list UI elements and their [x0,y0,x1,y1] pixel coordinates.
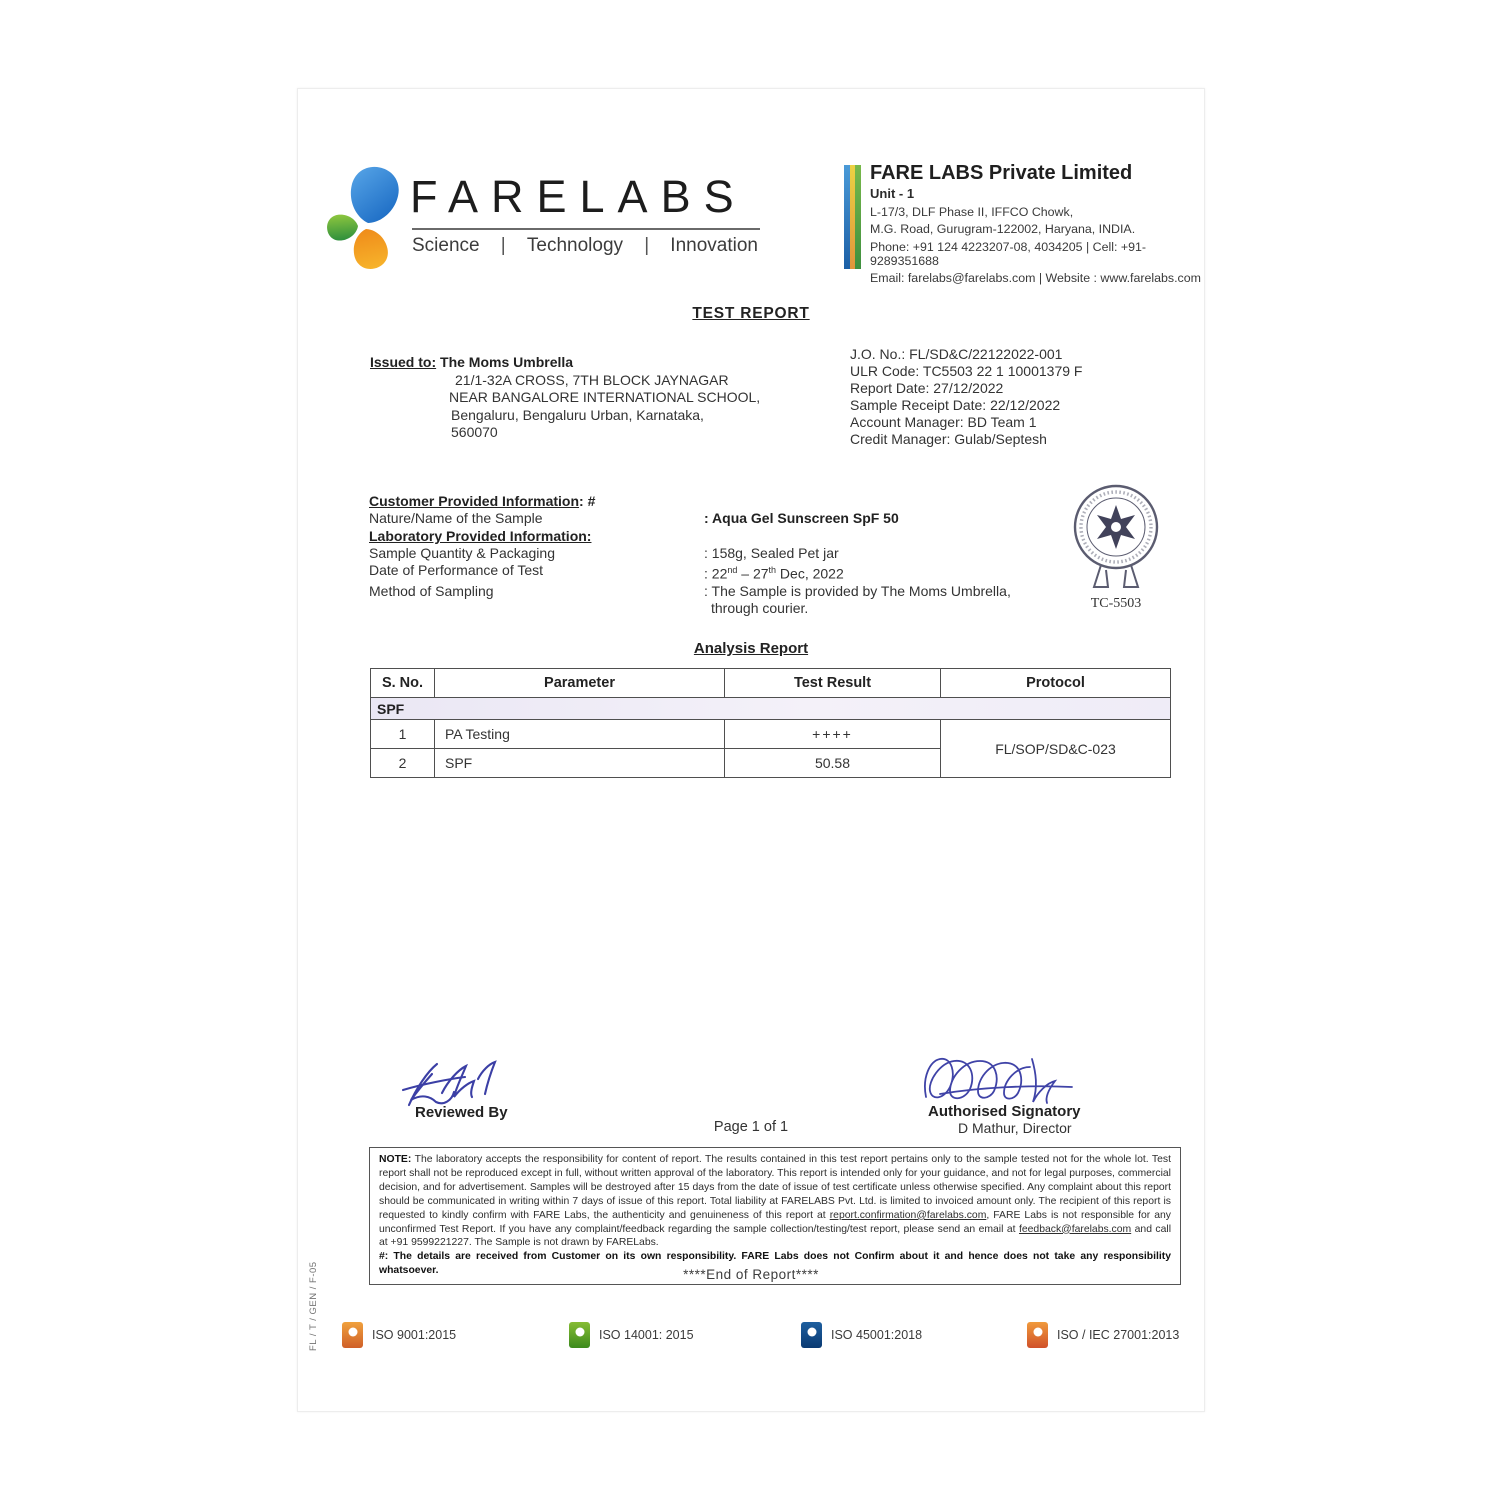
col-sno: S. No. [371,669,435,698]
performance-date-row [369,562,1089,583]
issued-to-heading [370,354,760,371]
address-line: 21/1-32A CROSS, 7TH BLOCK JAYNAGAR [455,371,729,388]
iso-45001-item [801,1322,922,1348]
seal-code: TC-5503 [1090,596,1142,611]
quantity-label: Sample Quantity & Packaging [369,544,555,561]
account-manager: Account Manager: BD Team 1 [850,414,1037,430]
row2-parameter: SPF [435,749,725,778]
tagline-technology: Technology [526,235,624,256]
row1-result: ++++ [725,720,941,749]
authorised-signature-icon [920,1053,1092,1105]
iso-9001-badge-icon [342,1322,363,1348]
color-bar-green [855,165,861,269]
form-code-vertical: FL / T / GEN / F-05 [308,1261,319,1351]
logo-green-drop [326,213,359,242]
quantity-value: : 158g, Sealed Pet jar [704,544,839,561]
sampling-method-label: Method of Sampling [369,583,494,600]
note-box [369,1147,1181,1285]
end-of-report: ****End of Report**** [683,1267,819,1282]
group-label: SPF [371,698,1171,720]
tagline-separator: | [644,235,650,256]
note-text-3: and call at +91 9599221227. The Sample is not drawn by FARELabs. [379,1223,1172,1249]
feedback-email-link: feedback@farelabs.com [1018,1223,1132,1235]
table-header-row [371,669,1171,698]
iso-14001-label: ISO 14001: 2015 [599,1328,694,1342]
address-line: 560070 [451,424,498,440]
iso-27001-label: ISO / IEC 27001:2013 [1057,1328,1180,1342]
reviewer-signature-icon [401,1059,519,1109]
issued-to-address [449,371,761,442]
address-line: Bengaluru, Bengaluru Urban, Karnataka, [451,406,704,423]
company-unit: Unit - 1 [870,186,915,201]
report-title: TEST REPORT [692,305,810,322]
note-text-2: , FARE Labs is not responsible for any unconfirmed Test Report. If you have any complaint/feedback regarding the sample collection/testing/test report, please send an email at [379,1209,1171,1235]
sample-info-block [369,493,1089,618]
brand-tagline [412,235,758,257]
report-meta-block [850,346,1082,448]
iso-27001-badge-icon [1027,1322,1048,1348]
authorised-signatory-label: Authorised Signatory [928,1103,1081,1120]
company-address-line2: M.G. Road, Gurugram-122002, Haryana, INDIA. [870,222,1136,236]
brand-wordmark: FARELABS [410,171,747,222]
report-date: Report Date: 27/12/2022 [850,380,1004,396]
brand-divider [412,228,760,230]
tagline-innovation: Innovation [670,235,758,256]
company-info [870,162,1204,285]
sampling-method-row [369,583,1089,618]
col-test-result: Test Result [725,669,941,698]
lab-info-heading: Laboratory Provided Information: [369,527,592,544]
row2-sno: 2 [371,749,435,778]
iso-9001-label: ISO 9001:2015 [372,1328,457,1342]
note-text-1: The laboratory accepts the responsibility for content of report. The results contained in this test report pertains only to the sample tested not for the whole lot. Test report shall not be reproduced except in full, without written approval of the laboratory. This report is intended only for your guidance, and not for legal purposes, commercial decision, and for advertisement. Samples will be destroyed after 15 days from the date of issue of test certificate unless otherwise specified. Any complaint about this report should be communicated in writing within 7 days of issue of this report. Total liability at FARELABS Pvt. Ltd. is limited to invoiced amount only. The recipient of this report is requested to kindly confirm with FARE Labs, the authenticity and genuineness of this report at [379,1154,1171,1221]
analysis-table [370,668,1171,778]
company-name: FARE LABS Private Limited [870,162,1133,184]
badge-dot [1033,1328,1042,1337]
analysis-report-heading: Analysis Report [693,640,809,657]
logo-blue-drop [345,163,403,228]
farelabs-logo-icon [318,137,410,275]
row2-result: 50.58 [725,749,941,778]
issued-to-block [370,354,760,441]
iso-45001-label: ISO 45001:2018 [831,1328,923,1342]
row1-sno: 1 [371,720,435,749]
company-address-line1: L-17/3, DLF Phase II, IFFCO Chowk, [870,204,1074,219]
iso-45001-badge-icon [801,1322,822,1348]
group-row-spf [371,698,1171,720]
confirmation-email-link: report.confirmation@farelabs.com [829,1209,987,1221]
page-indicator: Page 1 of 1 [713,1119,789,1135]
badge-dot [575,1328,584,1337]
performance-date-label: Date of Performance of Test [369,562,544,579]
iso-14001-badge-icon [569,1322,590,1348]
issued-to-name: The Moms Umbrella [436,354,574,370]
note-label: NOTE: [379,1154,412,1165]
nature-of-sample-row [369,510,1089,527]
performance-date-value: : 22nd – 27th Dec, 2022 [704,565,844,582]
credit-manager: Credit Manager: Gulab/Septesh [850,431,1047,447]
tagline-science: Science [412,235,480,256]
badge-dot [348,1328,357,1337]
sample-receipt-date: Sample Receipt Date: 22/12/2022 [850,397,1061,413]
row1-parameter: PA Testing [435,720,725,749]
iso-27001-item [1027,1322,1179,1348]
iso-14001-item [569,1322,694,1348]
sampling-method-value: : The Sample is provided by The Moms Umbrella, through courier. [704,583,1011,617]
reviewed-by-label: Reviewed By [415,1104,508,1121]
company-phone: Phone: +91 124 4223207-08, 4034205 | Cell: +91-9289351688 [870,239,1147,268]
company-email-website: Email: farelabs@farelabs.com | Website : www.farelabs.com [870,271,1201,285]
nature-label: Nature/Name of the Sample [369,510,543,527]
customer-info-heading: Customer Provided Information: # [369,493,596,509]
report-page [297,88,1205,1412]
nabl-seal [1069,481,1163,612]
jo-number: J.O. No.: FL/SD&C/22122022-001 [850,346,1063,362]
col-protocol: Protocol [941,669,1171,698]
table-row [371,720,1171,749]
ulr-code: ULR Code: TC5503 22 1 10001379 F [850,363,1083,379]
seal-icon [1070,481,1162,591]
company-color-bar [844,165,861,269]
address-line: NEAR BANGALORE INTERNATIONAL SCHOOL, [449,389,761,405]
authorised-signatory-name: D Mathur, Director [958,1120,1072,1136]
issued-to-label: Issued to: [370,354,437,370]
iso-9001-item [342,1322,456,1348]
nature-value: : Aqua Gel Sunscreen SpF 50 [704,510,899,527]
note-disclaimer-bold: #: The details are received from Customer on its own responsibility. FARE Labs does not Confirm about it and hence does not take any responsibility whatsoever. [379,1251,1171,1277]
badge-dot [807,1328,816,1337]
protocol-value: FL/SOP/SD&C-023 [941,720,1171,778]
sample-quantity-row [369,545,1089,562]
col-parameter: Parameter [435,669,725,698]
logo-orange-drop [349,225,391,272]
tagline-separator: | [500,235,506,256]
